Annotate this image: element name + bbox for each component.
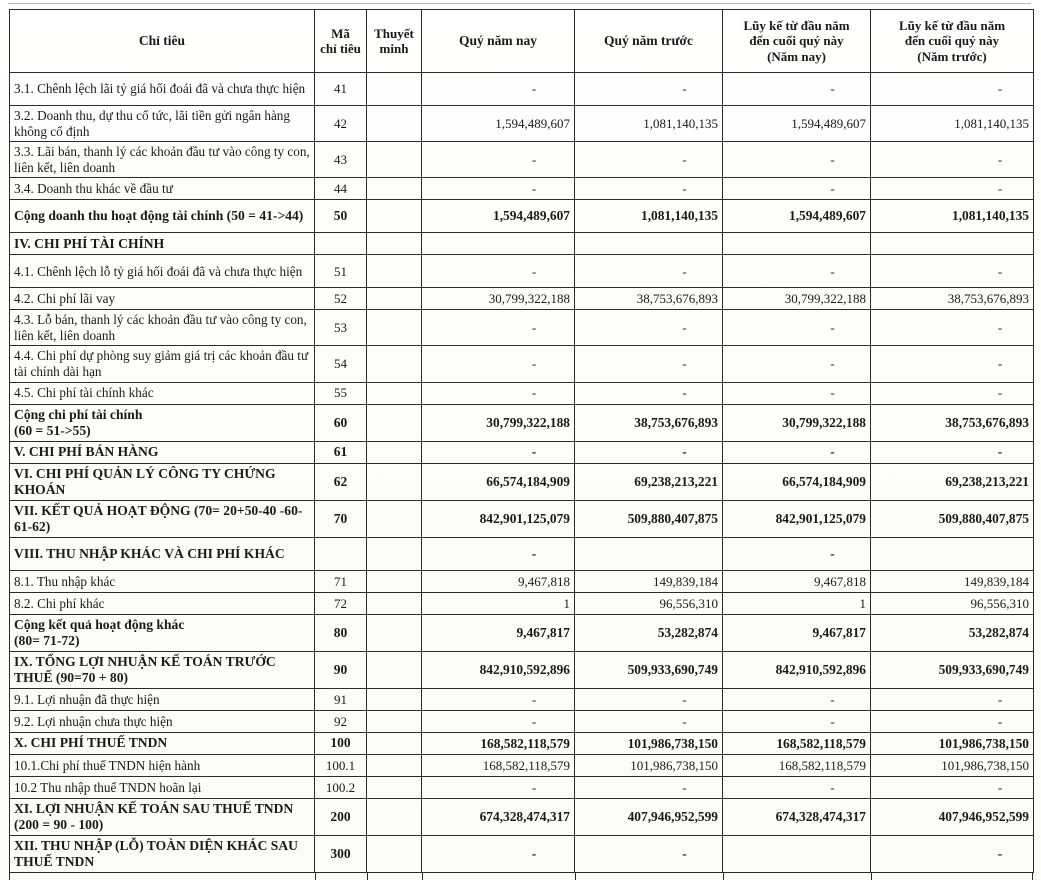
value-cumulative-previous-year: 509,933,690,749	[871, 651, 1034, 688]
header-cumulative-current-year: Lũy kế từ đầu năm đến cuối quý này (Năm nay)	[723, 10, 871, 73]
row-note	[367, 754, 422, 776]
dash-placeholder: -	[682, 779, 687, 795]
value-cumulative-previous-year	[871, 382, 1034, 404]
dash-placeholder: -	[830, 81, 835, 97]
value-cumulative-previous-year: 101,986,738,150	[871, 732, 1034, 754]
value-quarter-previous-year	[575, 142, 723, 178]
dash-placeholder: -	[531, 545, 537, 561]
value-cumulative-previous-year: 69,238,213,221	[871, 463, 1034, 500]
dash-placeholder: -	[830, 545, 835, 561]
value-cumulative-previous-year	[871, 73, 1034, 106]
row-code	[315, 233, 367, 255]
dash-placeholder: -	[830, 181, 835, 197]
row-note	[367, 836, 422, 873]
value-quarter-previous-year: 38,753,676,893	[575, 288, 723, 310]
row-indicator-label: 4.3. Lỗ bán, thanh lý các khoản đầu tư vào công ty con, liên kết, liên doanh	[10, 310, 315, 346]
row-indicator-label: X. CHI PHÍ THUẾ TNDN	[10, 732, 315, 754]
dash-placeholder: -	[682, 713, 687, 729]
dash-placeholder: -	[531, 263, 537, 279]
dash-placeholder: -	[830, 152, 835, 168]
row-indicator-label: 4.5. Chi phí tài chính khác	[10, 382, 315, 404]
row-note	[367, 441, 422, 463]
row-code: 300	[315, 836, 367, 873]
value-cumulative-current-year	[723, 178, 871, 200]
header-quarter-previous-year: Quý năm trước	[575, 10, 723, 73]
row-code: 200	[315, 798, 367, 835]
row-note	[367, 592, 422, 614]
value-cumulative-current-year: 1	[723, 592, 871, 614]
value-cumulative-previous-year	[871, 441, 1034, 463]
value-cumulative-current-year: 168,582,118,579	[723, 754, 871, 776]
value-quarter-current-year: 30,799,322,188	[422, 288, 575, 310]
value-quarter-previous-year: 509,880,407,875	[575, 500, 723, 537]
value-cumulative-current-year: 9,467,818	[723, 570, 871, 592]
row-note	[367, 255, 422, 288]
dash-placeholder: -	[682, 691, 687, 707]
dash-placeholder: -	[997, 779, 1003, 795]
value-cumulative-current-year: 9,467,817	[723, 614, 871, 651]
row-indicator-label: 4.1. Chênh lệch lỗ tỷ giá hối đoái đã và chưa thực hiện	[10, 255, 315, 288]
value-quarter-previous-year	[575, 346, 723, 382]
value-quarter-previous-year: 69,238,213,221	[575, 463, 723, 500]
value-quarter-previous-year	[575, 688, 723, 710]
value-quarter-previous-year	[575, 233, 723, 255]
header-quarter-current-year: Quý năm nay	[422, 10, 575, 73]
value-quarter-current-year	[422, 346, 575, 382]
dash-placeholder: -	[830, 779, 835, 795]
table-row	[10, 233, 1034, 255]
clipped-next-row	[9, 872, 1033, 880]
header-note: Thuyết minh	[367, 10, 422, 73]
value-quarter-previous-year	[575, 537, 723, 570]
row-note	[367, 404, 422, 441]
row-indicator-label: 10.2 Thu nhập thuế TNDN hoãn lại	[10, 776, 315, 798]
row-indicator-label: VII. KẾT QUẢ HOẠT ĐỘNG (70= 20+50-40 -60-61-62)	[10, 500, 315, 537]
table-row	[10, 310, 1034, 346]
table-row	[10, 404, 1034, 441]
table-row	[10, 200, 1034, 233]
row-indicator-label: 4.2. Chi phí lãi vay	[10, 288, 315, 310]
row-note	[367, 732, 422, 754]
value-quarter-current-year: 9,467,818	[422, 570, 575, 592]
table-row	[10, 798, 1034, 835]
value-quarter-current-year	[422, 688, 575, 710]
value-quarter-current-year: 1	[422, 592, 575, 614]
dash-placeholder: -	[531, 181, 537, 197]
row-note	[367, 463, 422, 500]
value-cumulative-current-year: 1,594,489,607	[723, 200, 871, 233]
value-cumulative-current-year	[723, 142, 871, 178]
row-indicator-label: 9.1. Lợi nhuận đã thực hiện	[10, 688, 315, 710]
value-cumulative-previous-year	[871, 310, 1034, 346]
page-top-rule	[8, 3, 1031, 4]
value-cumulative-previous-year	[871, 688, 1034, 710]
value-cumulative-current-year	[723, 537, 871, 570]
row-code: 91	[315, 688, 367, 710]
value-quarter-previous-year: 101,986,738,150	[575, 732, 723, 754]
dash-placeholder: -	[830, 385, 835, 401]
value-cumulative-current-year	[723, 776, 871, 798]
dash-placeholder: -	[830, 444, 835, 460]
row-indicator-label: Cộng kết quả hoạt động khác (80= 71-72)	[10, 614, 315, 651]
row-code	[315, 537, 367, 570]
dash-placeholder: -	[682, 320, 687, 336]
value-quarter-current-year	[422, 537, 575, 570]
value-quarter-previous-year: 53,282,874	[575, 614, 723, 651]
dash-placeholder: -	[997, 263, 1003, 279]
value-quarter-current-year: 842,910,592,896	[422, 651, 575, 688]
row-indicator-label: IX. TỔNG LỢI NHUẬN KẾ TOÁN TRƯỚC THUẾ (90=70 + 80)	[10, 651, 315, 688]
table-row	[10, 776, 1034, 798]
value-quarter-current-year	[422, 73, 575, 106]
row-note	[367, 310, 422, 346]
value-cumulative-previous-year: 407,946,952,599	[871, 798, 1034, 835]
row-note	[367, 614, 422, 651]
table-row	[10, 106, 1034, 142]
value-cumulative-previous-year	[871, 346, 1034, 382]
value-cumulative-previous-year	[871, 776, 1034, 798]
table-row	[10, 651, 1034, 688]
row-indicator-label: 8.2. Chi phí khác	[10, 592, 315, 614]
table-row	[10, 710, 1034, 732]
row-note	[367, 346, 422, 382]
table-row	[10, 754, 1034, 776]
value-quarter-previous-year	[575, 836, 723, 873]
value-quarter-previous-year: 509,933,690,749	[575, 651, 723, 688]
value-quarter-current-year: 1,594,489,607	[422, 200, 575, 233]
value-quarter-current-year	[422, 233, 575, 255]
dash-placeholder: -	[830, 691, 835, 707]
dash-placeholder: -	[531, 713, 537, 729]
row-indicator-label: XII. THU NHẬP (LỖ) TOÀN DIỆN KHÁC SAU THUẾ TNDN	[10, 836, 315, 873]
dash-placeholder: -	[997, 385, 1003, 401]
row-code: 43	[315, 142, 367, 178]
value-cumulative-current-year	[723, 233, 871, 255]
table-row	[10, 382, 1034, 404]
value-cumulative-previous-year	[871, 178, 1034, 200]
value-quarter-previous-year: 407,946,952,599	[575, 798, 723, 835]
row-indicator-label: VIII. THU NHẬP KHÁC VÀ CHI PHÍ KHÁC	[10, 537, 315, 570]
value-cumulative-previous-year	[871, 255, 1034, 288]
value-cumulative-previous-year: 149,839,184	[871, 570, 1034, 592]
dash-placeholder: -	[682, 152, 687, 168]
value-cumulative-current-year	[723, 346, 871, 382]
value-cumulative-current-year	[723, 836, 871, 873]
dash-placeholder: -	[531, 152, 537, 168]
row-indicator-label: VI. CHI PHÍ QUẢN LÝ CÔNG TY CHỨNG KHOÁN	[10, 463, 315, 500]
row-note	[367, 142, 422, 178]
table-row	[10, 255, 1034, 288]
value-quarter-current-year	[422, 441, 575, 463]
row-indicator-label: IV. CHI PHÍ TÀI CHÍNH	[10, 233, 315, 255]
row-note	[367, 233, 422, 255]
value-cumulative-previous-year	[871, 836, 1034, 873]
value-cumulative-current-year: 1,594,489,607	[723, 106, 871, 142]
dash-placeholder: -	[531, 385, 537, 401]
value-cumulative-current-year	[723, 255, 871, 288]
value-quarter-previous-year	[575, 178, 723, 200]
dash-placeholder: -	[997, 691, 1003, 707]
value-cumulative-previous-year: 1,081,140,135	[871, 200, 1034, 233]
row-indicator-label: XI. LỢI NHUẬN KẾ TOÁN SAU THUẾ TNDN (200 = 90 - 100)	[10, 798, 315, 835]
value-cumulative-current-year	[723, 310, 871, 346]
value-quarter-current-year: 66,574,184,909	[422, 463, 575, 500]
value-cumulative-current-year: 168,582,118,579	[723, 732, 871, 754]
value-cumulative-previous-year	[871, 710, 1034, 732]
table-header	[10, 10, 1034, 73]
value-cumulative-current-year: 674,328,474,317	[723, 798, 871, 835]
table-row	[10, 463, 1034, 500]
dash-placeholder: -	[531, 846, 537, 862]
row-note	[367, 178, 422, 200]
header-cumulative-previous-year: Lũy kế từ đầu năm đến cuối quý này (Năm trước)	[871, 10, 1034, 73]
value-cumulative-current-year	[723, 73, 871, 106]
value-cumulative-previous-year	[871, 537, 1034, 570]
table-row	[10, 614, 1034, 651]
row-code: 90	[315, 651, 367, 688]
header-indicator: Chỉ tiêu	[10, 10, 315, 73]
table-row	[10, 441, 1034, 463]
row-note	[367, 776, 422, 798]
row-note	[367, 500, 422, 537]
value-quarter-previous-year	[575, 310, 723, 346]
dash-placeholder: -	[682, 385, 687, 401]
dash-placeholder: -	[531, 779, 537, 795]
row-code: 100.2	[315, 776, 367, 798]
value-quarter-current-year: 674,328,474,317	[422, 798, 575, 835]
row-code: 80	[315, 614, 367, 651]
dash-placeholder: -	[682, 263, 687, 279]
value-cumulative-current-year: 842,910,592,896	[723, 651, 871, 688]
dash-placeholder: -	[997, 846, 1003, 862]
row-code: 100.1	[315, 754, 367, 776]
row-note	[367, 688, 422, 710]
dash-placeholder: -	[682, 356, 687, 372]
table-row	[10, 592, 1034, 614]
dash-placeholder: -	[531, 320, 537, 336]
row-note	[367, 570, 422, 592]
row-code: 41	[315, 73, 367, 106]
dash-placeholder: -	[830, 713, 835, 729]
value-quarter-previous-year: 96,556,310	[575, 592, 723, 614]
value-cumulative-previous-year: 101,986,738,150	[871, 754, 1034, 776]
value-quarter-previous-year: 38,753,676,893	[575, 404, 723, 441]
value-quarter-current-year	[422, 836, 575, 873]
row-code: 54	[315, 346, 367, 382]
row-code: 50	[315, 200, 367, 233]
row-note	[367, 288, 422, 310]
dash-placeholder: -	[682, 181, 687, 197]
value-cumulative-current-year	[723, 382, 871, 404]
value-quarter-previous-year	[575, 382, 723, 404]
dash-placeholder: -	[997, 81, 1003, 97]
header-code: Mã chỉ tiêu	[315, 10, 367, 73]
dash-placeholder: -	[531, 691, 537, 707]
dash-placeholder: -	[997, 320, 1003, 336]
value-cumulative-previous-year: 509,880,407,875	[871, 500, 1034, 537]
row-note	[367, 798, 422, 835]
dash-placeholder: -	[531, 356, 537, 372]
row-code: 44	[315, 178, 367, 200]
row-note	[367, 651, 422, 688]
row-indicator-label: 3.4. Doanh thu khác về đầu tư	[10, 178, 315, 200]
dash-placeholder: -	[682, 846, 687, 862]
dash-placeholder: -	[830, 356, 835, 372]
value-cumulative-current-year	[723, 710, 871, 732]
dash-placeholder: -	[682, 444, 687, 460]
value-quarter-current-year	[422, 310, 575, 346]
value-quarter-current-year: 168,582,118,579	[422, 754, 575, 776]
row-note	[367, 710, 422, 732]
value-quarter-current-year	[422, 255, 575, 288]
row-note	[367, 106, 422, 142]
dash-placeholder: -	[997, 152, 1003, 168]
value-cumulative-current-year	[723, 688, 871, 710]
table-row	[10, 537, 1034, 570]
table-row	[10, 688, 1034, 710]
value-quarter-previous-year: 1,081,140,135	[575, 200, 723, 233]
dash-placeholder: -	[997, 713, 1003, 729]
value-quarter-current-year: 168,582,118,579	[422, 732, 575, 754]
table-row	[10, 346, 1034, 382]
row-code: 92	[315, 710, 367, 732]
value-quarter-current-year	[422, 710, 575, 732]
row-indicator-label: 10.1.Chi phí thuế TNDN hiện hành	[10, 754, 315, 776]
table-row	[10, 500, 1034, 537]
row-note	[367, 382, 422, 404]
row-code: 51	[315, 255, 367, 288]
row-code: 72	[315, 592, 367, 614]
dash-placeholder: -	[997, 356, 1003, 372]
dash-placeholder: -	[531, 81, 537, 97]
row-indicator-label: 3.1. Chênh lệch lãi tỷ giá hối đoái đã và chưa thực hiện	[10, 73, 315, 106]
value-cumulative-current-year: 66,574,184,909	[723, 463, 871, 500]
value-quarter-current-year: 9,467,817	[422, 614, 575, 651]
value-cumulative-current-year: 30,799,322,188	[723, 288, 871, 310]
row-code: 53	[315, 310, 367, 346]
value-quarter-current-year	[422, 776, 575, 798]
row-code: 55	[315, 382, 367, 404]
row-indicator-label: Cộng chi phí tài chính (60 = 51->55)	[10, 404, 315, 441]
table-row	[10, 142, 1034, 178]
value-quarter-previous-year	[575, 441, 723, 463]
row-indicator-label: 3.2. Doanh thu, dự thu cổ tức, lãi tiền gửi ngân hàng không cố định	[10, 106, 315, 142]
value-cumulative-current-year	[723, 441, 871, 463]
value-quarter-current-year	[422, 142, 575, 178]
value-quarter-previous-year: 101,986,738,150	[575, 754, 723, 776]
dash-placeholder: -	[682, 81, 687, 97]
dash-placeholder: -	[830, 320, 835, 336]
row-indicator-label: 3.3. Lãi bán, thanh lý các khoản đầu tư vào công ty con, liên kết, liên doanh	[10, 142, 315, 178]
value-quarter-current-year	[422, 178, 575, 200]
row-note	[367, 537, 422, 570]
row-note	[367, 200, 422, 233]
table-row	[10, 836, 1034, 873]
row-code: 42	[315, 106, 367, 142]
value-quarter-previous-year	[575, 73, 723, 106]
row-note	[367, 73, 422, 106]
value-cumulative-previous-year: 1,081,140,135	[871, 106, 1034, 142]
row-code: 62	[315, 463, 367, 500]
row-indicator-label: 9.2. Lợi nhuận chưa thực hiện	[10, 710, 315, 732]
dash-placeholder: -	[531, 444, 537, 460]
value-cumulative-current-year: 30,799,322,188	[723, 404, 871, 441]
row-indicator-label: Cộng doanh thu hoạt động tài chính (50 = 41->44)	[10, 200, 315, 233]
row-code: 52	[315, 288, 367, 310]
dash-placeholder: -	[997, 181, 1003, 197]
row-code: 100	[315, 732, 367, 754]
value-quarter-current-year: 1,594,489,607	[422, 106, 575, 142]
value-quarter-current-year	[422, 382, 575, 404]
table-row	[10, 288, 1034, 310]
value-quarter-previous-year: 149,839,184	[575, 570, 723, 592]
row-indicator-label: 8.1. Thu nhập khác	[10, 570, 315, 592]
row-indicator-label: V. CHI PHÍ BÁN HÀNG	[10, 441, 315, 463]
value-cumulative-previous-year	[871, 233, 1034, 255]
value-cumulative-previous-year: 96,556,310	[871, 592, 1034, 614]
value-cumulative-previous-year: 38,753,676,893	[871, 404, 1034, 441]
table-row	[10, 73, 1034, 106]
value-quarter-previous-year	[575, 776, 723, 798]
row-code: 60	[315, 404, 367, 441]
value-quarter-current-year: 842,901,125,079	[422, 500, 575, 537]
value-cumulative-current-year: 842,901,125,079	[723, 500, 871, 537]
value-quarter-previous-year	[575, 255, 723, 288]
value-cumulative-previous-year: 38,753,676,893	[871, 288, 1034, 310]
row-code: 71	[315, 570, 367, 592]
table-body	[10, 73, 1034, 873]
row-indicator-label: 4.4. Chi phí dự phòng suy giảm giá trị các khoản đầu tư tài chính dài hạn	[10, 346, 315, 382]
table-row	[10, 732, 1034, 754]
dash-placeholder: -	[997, 444, 1003, 460]
value-cumulative-previous-year: 53,282,874	[871, 614, 1034, 651]
value-cumulative-previous-year	[871, 142, 1034, 178]
value-quarter-previous-year: 1,081,140,135	[575, 106, 723, 142]
financial-statement-table	[9, 9, 1034, 873]
table-row	[10, 178, 1034, 200]
row-code: 61	[315, 441, 367, 463]
dash-placeholder: -	[830, 263, 835, 279]
row-code: 70	[315, 500, 367, 537]
table-row	[10, 570, 1034, 592]
value-quarter-current-year: 30,799,322,188	[422, 404, 575, 441]
value-quarter-previous-year	[575, 710, 723, 732]
